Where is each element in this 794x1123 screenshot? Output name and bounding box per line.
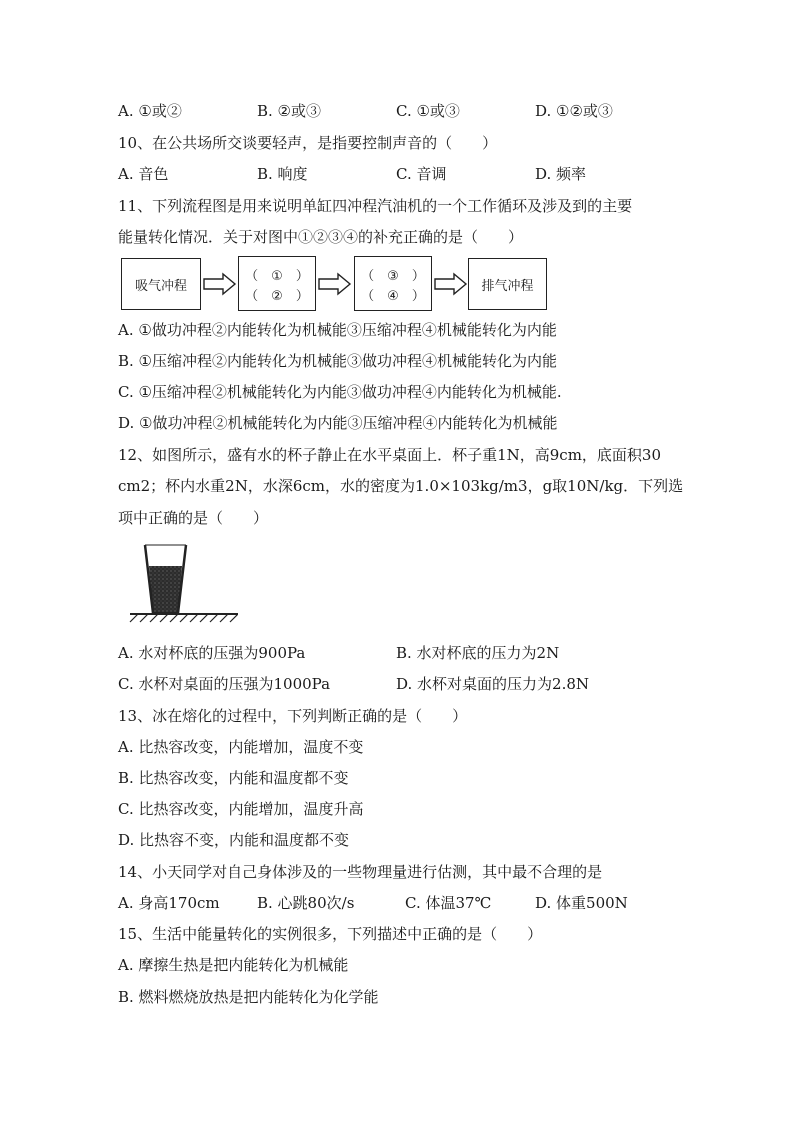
q12-stem-line-2: cm2；杯内水重2N，水深6cm，水的密度为1.0×103kg/m3，g取10N/kg．下列选 [118,477,684,495]
q12-option-d: D. 水杯对桌面的压力为2.8N [396,675,590,693]
q14-option-c: C. 体温37℃ [405,894,492,912]
flow-arrow-icon [434,272,468,296]
q10-stem: 10、在公共场所交谈要轻声，是指要控制声音的（ ） [118,134,498,152]
flow-box-stroke-1-top: （ ① ） [245,269,309,284]
flow-box-stroke-2 [354,256,432,311]
q15-stem: 15、生活中能量转化的实例很多，下列描述中正确的是（ ） [118,925,543,943]
q10-option-d: D. 频率 [535,165,587,183]
q12-option-b: B. 水对杯底的压力为2N [396,644,560,662]
q11-option-c: C. ①压缩冲程②机械能转化为内能③做功冲程④内能转化为机械能. [118,383,562,401]
flow-box-exhaust-label: 排气冲程 [481,279,534,294]
flow-box-stroke-2-top: （ ③ ） [361,269,425,284]
q12-option-a: A. 水对杯底的压强为900Pa [118,644,306,662]
q11-option-b: B. ①压缩冲程②内能转化为机械能③做功冲程④机械能转化为内能 [118,352,558,370]
water-fill [149,566,182,612]
q14-option-b: B. 心跳80次/s [257,894,355,912]
water-cup-figure [118,542,238,624]
q12-stem-line-3: 项中正确的是（ ） [118,509,269,527]
flow-box-stroke-2-bottom: （ ④ ） [361,289,425,304]
q10-option-a: A. 音色 [118,165,169,183]
flow-box-stroke-1-bottom: （ ② ） [245,289,309,304]
q9-option-c: C. ①或③ [396,102,460,120]
q13-option-d: D. 比热容不变，内能和温度都不变 [118,831,350,849]
q11-option-d: D. ①做功冲程②机械能转化为内能③压缩冲程④内能转化为机械能 [118,414,558,432]
q14-stem: 14、小天同学对自己身体涉及的一些物理量进行估测，其中最不合理的是 [118,863,603,881]
q10-option-b: B. 响度 [257,165,308,183]
q14-option-a: A. 身高170cm [118,894,220,912]
flow-arrow-icon [318,272,352,296]
flow-box-intake [121,258,201,310]
q9-option-a: A. ①或② [118,102,182,120]
q11-option-a: A. ①做功冲程②内能转化为机械能③压缩冲程④机械能转化为内能 [118,321,557,339]
q15-option-a: A. 摩擦生热是把内能转化为机械能 [118,956,349,974]
q12-option-c: C. 水杯对桌面的压强为1000Pa [118,675,331,693]
q11-stem-line-2: 能量转化情况．关于对图中①②③④的补充正确的是（ ） [118,228,524,246]
flow-arrow-icon [203,272,237,296]
q9-option-d: D. ①②或③ [535,102,613,120]
table-hatching [130,614,238,622]
q9-option-b: B. ②或③ [257,102,322,120]
q13-stem: 13、冰在熔化的过程中，下列判断正确的是（ ） [118,707,468,725]
q11-stem-line-1: 11、下列流程图是用来说明单缸四冲程汽油机的一个工作循环及涉及到的主要 [118,197,633,215]
flow-box-exhaust [468,258,547,310]
q12-stem-line-1: 12、如图所示，盛有水的杯子静止在水平桌面上．杯子重1N，高9cm，底面积30 [118,446,662,464]
flow-box-intake-label: 吸气冲程 [134,279,187,294]
q13-option-a: A. 比热容改变，内能增加，温度不变 [118,738,364,756]
q14-option-d: D. 体重500N [535,894,628,912]
q13-option-c: C. 比热容改变，内能增加，温度升高 [118,800,364,818]
flow-box-stroke-1 [238,256,316,311]
q15-option-b: B. 燃料燃烧放热是把内能转化为化学能 [118,988,379,1006]
q10-option-c: C. 音调 [396,165,447,183]
q13-option-b: B. 比热容改变，内能和温度都不变 [118,769,349,787]
